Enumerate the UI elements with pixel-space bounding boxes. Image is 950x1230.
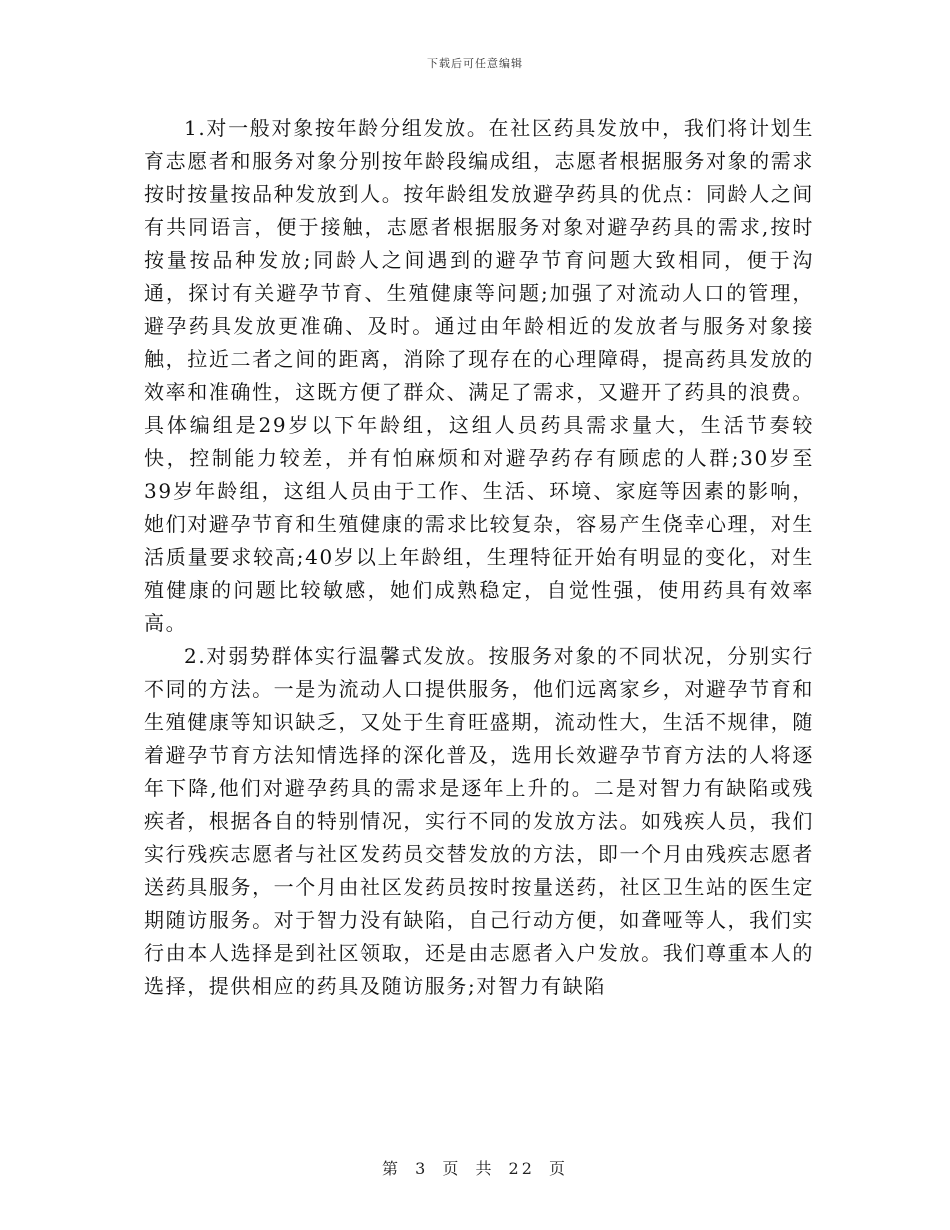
paragraph-2: 2.对弱势群体实行温馨式发放。按服务对象的不同状况，分别实行不同的方法。一是为流动人口提供服务，他们远离家乡，对避孕节育和生殖健康等知识缺乏，又处于生育旺盛期，流动性大，生活不规律，随着避孕节育方法知情选择的深化普及，选用长效避孕节育方法的人将逐年下降,他们对避孕药具的需求是逐年上升的。二是对智力有缺陷或残疾者，根据各自的特别情况，实行不同的发放方法。如残疾人员，我们实行残疾志愿者与社区发药员交替发放的方法，即一个月由残疾志愿者送药具服务，一个月由社区发药员按时按量送药，社区卫生站的医生定期随访服务。对于智力没有缺陷，自己行动方便，如聋哑等人，我们实行由本人选择是到社区领取，还是由志愿者入户发放。我们尊重本人的选择，提供相应的药具及随访服务;对智力有缺陷 [144,644,814,998]
page-footer: 第 3 页 共 22 页 [382,1159,568,1178]
document-body [144,112,814,1003]
page-header: 下载后可任意编辑 [427,57,523,70]
paragraph-1: 1.对一般对象按年龄分组发放。在社区药具发放中，我们将计划生育志愿者和服务对象分别按年龄段编成组，志愿者根据服务对象的需求按时按量按品种发放到人。按年龄组发放避孕药具的优点：同龄人之间有共同语言，便于接触，志愿者根据服务对象对避孕药具的需求,按时按量按品种发放;同龄人之间遇到的避孕节育问题大致相同，便于沟通，探讨有关避孕节育、生殖健康等问题;加强了对流动人口的管理，避孕药具发放更准确、及时。通过由年龄相近的发放者与服务对象接触，拉近二者之间的距离，消除了现存在的心理障碍，提高药具发放的效率和准确性，这既方便了群众、满足了需求，又避开了药具的浪费。具体编组是29岁以下年龄组，这组人员药具需求量大，生活节奏较快，控制能力较差，并有怕麻烦和对避孕药存有顾虑的人群;30岁至39岁年龄组，这组人员由于工作、生活、环境、家庭等因素的影响，她们对避孕节育和生殖健康的需求比较复杂，容易产生侥幸心理，对生活质量要求较高;40岁以上年龄组，生理特征开始有明显的变化，对生殖健康的问题比较敏感，她们成熟稳定，自觉性强，使用药具有效率高。 [144,116,814,635]
